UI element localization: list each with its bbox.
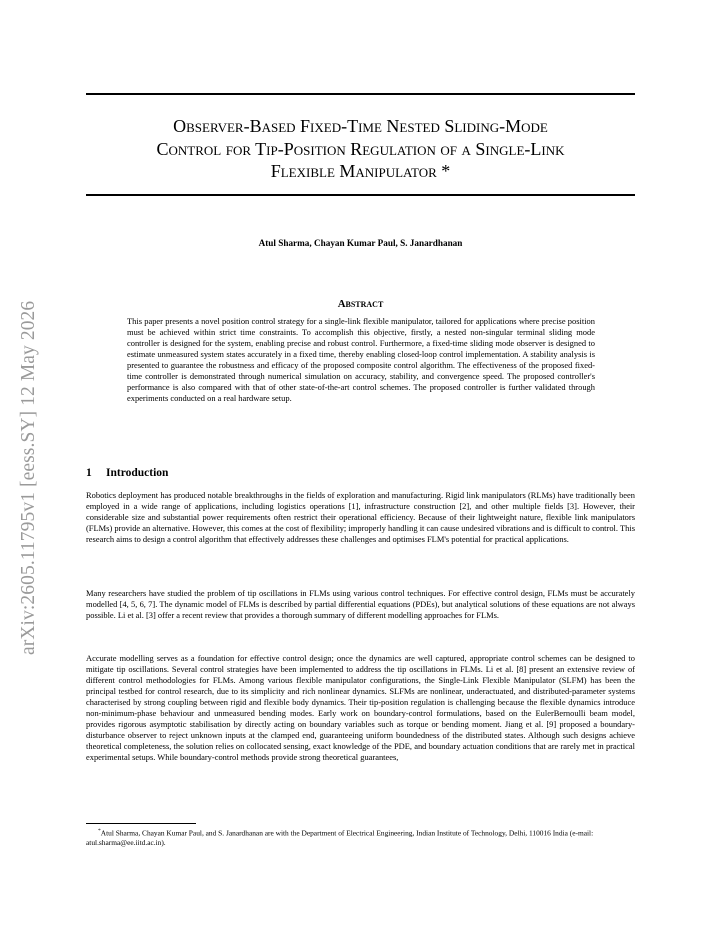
intro-paragraph-3: Accurate modelling serves as a foundation for effective control design; once the dynamics are well captured, appropriate control schemes can be designed to mitigate tip oscillations. Several control strategies have been implemented to address the tip oscillations in FLMs. Li et al. [8] present an extensive review of different control methodologies for FLMs. Among various flexible manipulator configurations, the Single-Link Flexible Manipulator (SLFM) has been the principal testbed for control research, due to its simplicity and rich nonlinear dynamics. SLFMs are nonlinear, underactuated, and distributed-parameter systems characterised by strong coupling between rigid and flexible body dynamics. Their tip-position regulation is challenging because the flexible dynamics introduce non-minimum-phase behaviour and unmeasured bending modes. Early work on boundary-control formulations, based on the EulerBernoulli beam model, provides rigorous asymptotic stabilisation by directly acting on boundary variables such as torque or bending moment. Jiang et al. [9] proposed a boundary-disturbance observer to reject unknown inputs at the clamped end, guaranteeing uniform boundedness of the distributed states. Although such designs achieve theoretical completeness, the solution relies on collocated sensing, exact knowledge of the PDE, and boundary actuation conditions that are rarely met in practical experimental setups. While boundary-control methods provide strong theoretical guarantees,: [86, 653, 635, 763]
intro-paragraph-1: Robotics deployment has produced notable breakthroughs in the fields of exploration and manufacturing. Rigid link manipulators (RLMs) have traditionally been employed in a wide range of applications, including logistics operations [1], infrastructure construction [2], and other multiple fields [3]. However, their considerable size and substantial power requirements often restrict their operational efficiency. Because of their lightweight nature, flexible link manipulators (FLMs) provide an alternative. However, this comes at the cost of flexibility; improperly handling it can cause undesired vibrations and is difficult to control. This research aims to design a control algorithm that effectively addresses these challenges and optimises FLM's potential for practical applications.: [86, 490, 635, 545]
title-top-rule: [86, 93, 635, 95]
paper-title: [86, 115, 635, 183]
title-line-1: Observer-Based Fixed-Time Nested Sliding-Mode: [173, 116, 548, 136]
abstract-text: This paper presents a novel position control strategy for a single-link flexible manipulator, tailored for applications where precise position must be achieved within strict time constraints. To accomplish this objective, firstly, a nested non-singular terminal sliding mode controller is designed for the system, enabling precise and robust control. Furthermore, a fixed-time sliding mode observer is designed to estimate unmeasured system states accurately in a fixed time, thereby enabling closed-loop control implementation. A stability analysis is presented to guarantee the robustness and efficacy of the proposed composite control algorithm. The effectiveness of the proposed fixed-time controller is demonstrated through numerical simulation on accuracy, stability, and convergence speed. The proposed controller's performance is also compared with that of other state-of-the-art control schemes. The proposed controller is further validated through experiments conducted on a real hardware setup.: [127, 316, 595, 404]
section-heading: [86, 467, 168, 479]
section-title: Introduction: [106, 467, 169, 479]
footnote: [86, 827, 635, 848]
intro-paragraph-2: Many researchers have studied the problem of tip oscillations in FLMs using various control techniques. For effective control design, FLMs must be accurately modelled [4, 5, 6, 7]. The dynamic model of FLMs is described by partial differential equations (PDEs), but analytical solutions of these equations are not always possible. Li et al. [3] offer a recent review that provides a thorough summary of different modelling approaches for FLMs.: [86, 588, 635, 621]
title-bottom-rule: [86, 194, 635, 196]
footnote-text: Atul Sharma, Chayan Kumar Paul, and S. Janardhanan are with the Department of Electrical Engineering, Indian Institute of Technology, Delhi, 110016 India (e-mail: atul.sharma@ee.iitd.ac.in).: [86, 828, 594, 848]
title-line-3: Flexible Manipulator *: [270, 161, 451, 181]
footnote-marker: *: [98, 828, 101, 834]
abstract-heading: Abstract: [337, 298, 384, 310]
arxiv-identifier: arXiv:2605.11795v1 [eess.SY] 12 May 2026: [18, 300, 39, 655]
author-list: Atul Sharma, Chayan Kumar Paul, S. Janardhanan: [258, 238, 463, 248]
footnote-rule: [86, 823, 196, 824]
section-number: 1: [86, 467, 92, 479]
title-line-2: Control for Tip-Position Regulation of a Single-Link: [156, 138, 565, 159]
